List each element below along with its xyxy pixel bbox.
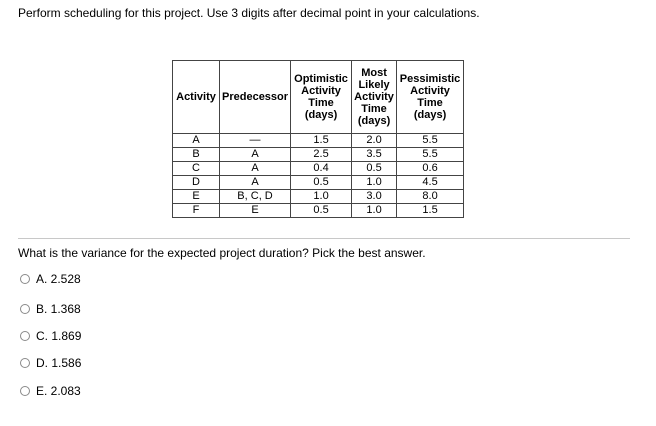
header-optimistic [291, 61, 352, 134]
cell-activity: B [173, 148, 220, 162]
cell-pessimistic: 5.5 [397, 134, 464, 148]
radio-button-e[interactable] [20, 386, 30, 396]
option-label: E. 2.083 [36, 384, 81, 398]
cell-most-likely: 0.5 [352, 162, 397, 176]
table-row [173, 190, 464, 204]
option-label: C. 1.869 [36, 329, 82, 343]
section-divider [18, 238, 630, 239]
cell-activity: C [173, 162, 220, 176]
cell-optimistic: 2.5 [291, 148, 352, 162]
cell-most-likely: 3.5 [352, 148, 397, 162]
cell-activity: F [173, 204, 220, 218]
header-line: Pessimistic [399, 73, 461, 85]
table-row [173, 162, 464, 176]
cell-optimistic: 0.5 [291, 176, 352, 190]
cell-pessimistic: 4.5 [397, 176, 464, 190]
option-a[interactable] [20, 272, 81, 286]
cell-most-likely: 2.0 [352, 134, 397, 148]
table-header-row [173, 61, 464, 134]
option-b[interactable] [20, 302, 81, 316]
header-line: (days) [413, 109, 447, 121]
option-c[interactable] [20, 329, 81, 343]
option-label: B. 1.368 [36, 302, 81, 316]
header-line: (days) [304, 109, 338, 121]
cell-activity: A [173, 134, 220, 148]
radio-button-d[interactable] [20, 358, 30, 368]
header-predecessor: Predecessor [220, 61, 291, 134]
cell-optimistic: 0.4 [291, 162, 352, 176]
cell-optimistic: 1.5 [291, 134, 352, 148]
option-label: D. 1.586 [36, 356, 82, 370]
cell-predecessor: A [220, 162, 291, 176]
instructions-text: Perform scheduling for this project. Use 3 digits after decimal point in your calculations. [18, 6, 480, 20]
question-text: What is the variance for the expected project duration? Pick the best answer. [18, 246, 426, 260]
header-pessimistic [397, 61, 464, 134]
cell-optimistic: 0.5 [291, 204, 352, 218]
radio-button-c[interactable] [20, 331, 30, 341]
radio-button-a[interactable] [20, 274, 30, 284]
header-line: Activity [354, 91, 394, 103]
header-line: Time [361, 103, 387, 115]
radio-button-b[interactable] [20, 304, 30, 314]
cell-predecessor: A [220, 148, 291, 162]
table-row [173, 204, 464, 218]
cell-predecessor: A [220, 176, 291, 190]
cell-most-likely: 1.0 [352, 176, 397, 190]
option-e[interactable] [20, 384, 81, 398]
header-line: Time [417, 97, 443, 109]
cell-most-likely: 1.0 [352, 204, 397, 218]
header-line: Optimistic [294, 73, 348, 85]
cell-pessimistic: 5.5 [397, 148, 464, 162]
cell-pessimistic: 8.0 [397, 190, 464, 204]
cell-most-likely: 3.0 [352, 190, 397, 204]
header-line: Activity [301, 85, 341, 97]
header-line: Likely [358, 79, 390, 91]
cell-optimistic: 1.0 [291, 190, 352, 204]
option-label: A. 2.528 [36, 272, 81, 286]
table-row [173, 176, 464, 190]
cell-predecessor: — [220, 134, 291, 148]
header-most-likely [352, 61, 397, 134]
option-d[interactable] [20, 356, 81, 370]
activity-table [172, 60, 464, 218]
cell-predecessor: E [220, 204, 291, 218]
cell-pessimistic: 0.6 [397, 162, 464, 176]
table-row [173, 134, 464, 148]
cell-activity: E [173, 190, 220, 204]
header-line: Time [308, 97, 334, 109]
header-line: Most [361, 67, 387, 79]
header-activity: Activity [173, 61, 220, 134]
cell-predecessor: B, C, D [220, 190, 291, 204]
table-row [173, 148, 464, 162]
cell-pessimistic: 1.5 [397, 204, 464, 218]
header-line: (days) [357, 115, 391, 127]
header-line: Activity [410, 85, 450, 97]
cell-activity: D [173, 176, 220, 190]
